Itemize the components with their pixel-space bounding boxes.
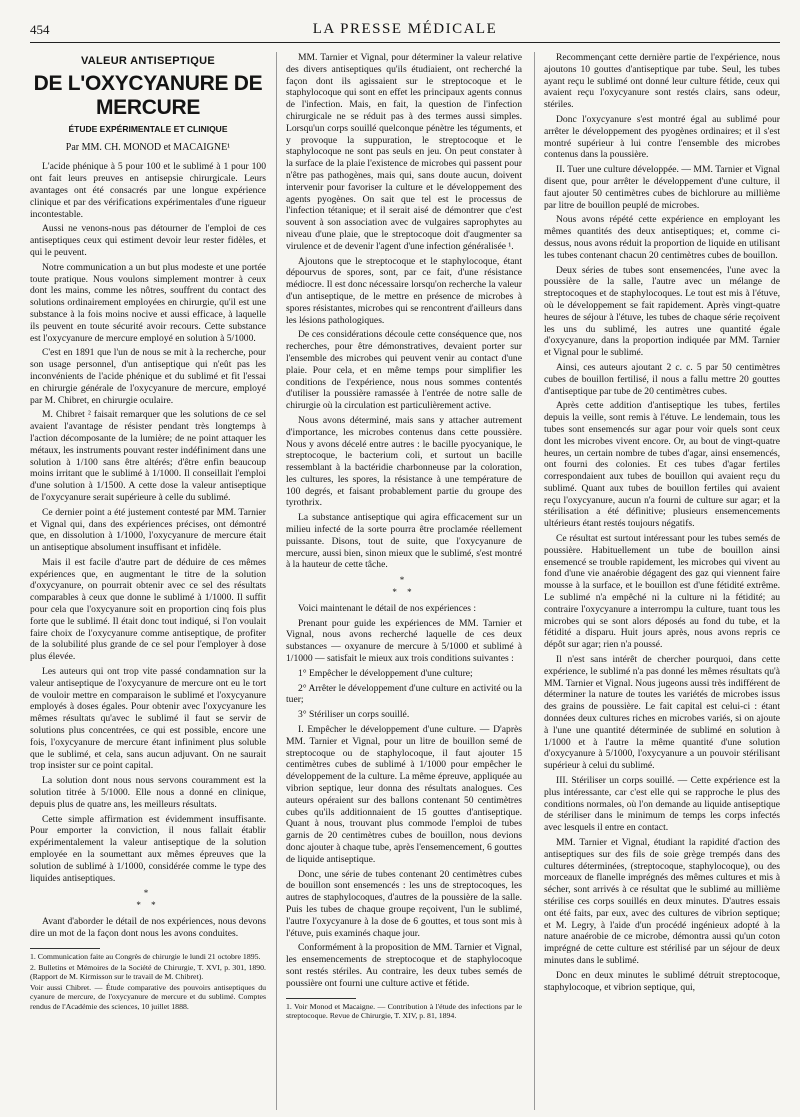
paragraph: M. Chibret ² faisait remarquer que les solutions de ce sel avaient l'avantage de résister pendant très longtemps à l'action décomposante de la lumière; de ne point attaquer les métaux, les instruments pouvant rester indéfiniment dans une solution à 1/100 sans être altérés; d'être enfin beaucoup moins irritant que le sublimé à 1/1000. Il conseillait l'emploi d'une solution à 1/1500. A cette dose la valeur antiseptique de l'oxycyanure serait supérieure à celle du sublimé. xyxy=(30,409,266,503)
paragraph: Il n'est sans intérêt de chercher pourquoi, dans cette expérience, le sublimé n'a pas donné les mêmes résultats qu'à MM. Tarnier et Vignal. Nous jugeons aussi très indifférent de déterminer la nature de toutes les variétés de microbes issus des grains de poussière. Le fait capital est celui-ci : étant données deux cultures riches en microbes variés, si on ajoute à l'une une quantité déterminée de sublimé en solution à 1/1000 et à l'autre la même quantité d'une solution d'oxycyanure à 5/1000, l'oxycyanure a un pouvoir stérilisant supérieur à celui du sublimé. xyxy=(544,654,780,772)
article-byline: Par MM. CH. MONOD et MACAIGNE¹ xyxy=(65,141,231,153)
footnote: 1. Communication faite au Congrès de chirurgie le lundi 21 octobre 1895. xyxy=(30,951,261,961)
article-body xyxy=(30,52,780,1110)
paragraph: De ces considérations découle cette conséquence que, nos recherches, pour être démonstratives, devaient porter sur l'ensemble des microbes qui peuvent venir au contact d'une plaie. Pour cela, et en même temps pour simplifier les conditions de l'expérience, nous nous sommes contentés d'utiliser la poussière ramassée à l'entrée de notre salle de chirurgie où la circulation est particulièrement active. xyxy=(286,329,522,412)
paragraph: Nous avons répété cette expérience en employant les mêmes quantités des deux antiseptiques; et, comme ci-dessus, nous avons réduit la proportion de liquide en utilisant les tubes contenant chacun 20 centimètres cubes de bouillon. xyxy=(544,214,780,261)
list-item: 2° Arrêter le développement d'une culture en activité ou la tuer; xyxy=(286,682,522,706)
footnote: 2. Bulletins et Mémoires de la Société de Chirurgie, T. XVI, p. 301, 1890. (Rapport de M. Kirmisson sur le travail de M. Chibret). xyxy=(30,962,266,981)
paragraph: Aussi ne venons-nous pas détourner de l'emploi de ces antiseptiques ceux qui estiment devoir leur rester fidèles, et qui le peuvent. xyxy=(30,223,266,258)
paragraph: Après cette addition d'antiseptique les tubes, fertiles depuis la veille, sont remis à l'étuve. Le lendemain, tous les tubes sont ensemencés sur agar pour voir quels sont ceux dont les microbes vivent encore. Or, au bout de vingt-quatre heures, un certain nombre de tubes d'agar, ainsi ensemencés, ont fourni des colonies. Et ces tubes d'agar fertiles correspondaient aux tubes de bouillon qui avaient reçu du sublimé. Quant aux tubes de bouillon fertiles qui avaient reçu l'oxycyanure, aucun n'a fourni de culture sur agar; et la stérilisation a été définitive; plusieurs ensemencements ultérieurs étant restés toujours négatifs. xyxy=(544,400,780,530)
paragraph: I. Empêcher le développement d'une culture. — D'après MM. Tarnier et Vignal, pour un litre de bouillon semé de streptocoque ou de staphylocoque, il faut ajouter 15 centimètres cubes de sublimé à 1/1000 pour empêcher le développement de la culture. La même épreuve, appliquée au vibrion septique, leur donna des résultats analogues. Ces auteurs opéraient sur des ballons contenant 50 centimètres cubes qu'ils additionnaient de 15 gouttes d'antiseptique. Quant à nous, trouvant plus commode l'emploi de tubes garnis de 20 centimètres cubes de bouillon, nous devions donc ajouter à chaque tube, après l'ensemencement, 6 gouttes de liquide antiseptique. xyxy=(286,724,522,865)
paragraph: Conformément à la proposition de MM. Tarnier et Vignal, les ensemencements de streptocoque et de staphylocoque sont restés stériles. Au contraire, les deux tubes semés de poussière ont fourni une culture active et fétide. xyxy=(286,942,522,989)
list-item: 1° Empêcher le développement d'une culture; xyxy=(298,667,473,679)
footnote: Voir aussi Chibret. — Étude comparative des pouvoirs antiseptiques du cyanure de mercure, de l'oxycyanure de mercure et du sublimé. Comptes rendus de l'Académie des sciences, 10 juillet 1888. xyxy=(30,983,266,1011)
paragraph: Donc l'oxycyanure s'est montré égal au sublimé pour arrêter le développement des pyogènes ordinaires; et il s'est montré supérieur à lui contre l'ensemble des microbes contenus dans la poussière. xyxy=(544,113,780,161)
paragraph: Les auteurs qui ont trop vite passé condamnation sur la valeur antiseptique de l'oxycyanure de mercure ont eu le tort de vouloir mettre en comparaison le sublimé et l'oxycyanure employés à doses égales. Pour obtenir avec l'oxycyanure les mêmes résultats qu'avec le sublimé il faut se servir de solutions plus concentrées, ce qui est possible, encore une fois, l'oxycyanure de mercure étant infiniment plus soluble que le sublimé, et cela, sans aucun adjuvant. On ne saurait trop insister sur ce point capital. xyxy=(30,666,266,772)
paragraph: La solution dont nous nous servons couramment est la solution titrée à 5/1000. Elle nous a donné en clinique, depuis plus de quatre ans, les meilleurs résultats. xyxy=(30,775,266,810)
footnote-rule xyxy=(30,948,100,949)
paragraph: Mais il est facile d'autre part de déduire de ces mêmes expériences que, en augmentant le titre de la solution d'oxycyanure, on pourrait obtenir avec ce sel des résultats comparables à ceux que donne le sublimé à 1/1000. Il suffit pour cela que l'oxycyanure soit en proportion cinq fois plus forte que le sublimé. Il était donc tout indiqué, si l'on voulait faire choix de l'oxycyanure comme antiseptique, de profiter de la solubilité plus grande de ce sel pour l'employer à dose plus élevée. xyxy=(30,556,266,663)
article-title: DE L'OXYCYANURE DE MERCURE xyxy=(33,71,263,119)
column-2 xyxy=(286,52,522,1110)
paragraph: MM. Tarnier et Vignal, étudiant la rapidité d'action des antiseptiques sur des fils de soie grège trempés dans des cultures déterminées, (streptocoque, staphylocoque), ou des morceaux de flanelle imprégnés des mêmes cultures et mis à sécher, sont arrivés à ce résultat que le sublimé au millième stérilise ces corps souillés en deux minutes. D'autres essais ont été faits, par eux, avec des cultures de vibrion septique; et M. Legry, à l'aide d'un procédé ingénieux adopté à la nature anaérobie de ce microbe, démontra aussi qu'un coton imprégné de cette culture est stérilisé par un séjour de deux minutes dans le sublimé. xyxy=(544,837,780,966)
paragraph: Recommençant cette dernière partie de l'expérience, nous ajoutons 10 gouttes d'antiseptique par tube. Seul, les tubes ayant reçu le sublimé ont donné leur culture fétide, ceux qui avaient reçu l'oxycyanure sont restés clairs, sans odeur, stériles. xyxy=(544,52,780,111)
paragraph: Ajoutons que le streptocoque et le staphylocoque, étant dépourvus de spores, sont, par ce fait, d'une résistance médiocre. Il est donc nécessaire lorsqu'on recherche la valeur d'un antiseptique, de le mettre en présence de microbes à spores résistantes, microbes qui se rencontrent d'ailleurs dans les lésions pathologiques. xyxy=(286,255,522,326)
paragraph: II. Tuer une culture développée. — MM. Tarnier et Vignal disent que, pour arrêter le développement d'une culture, il faut ajouter 50 centimètres cubes de bichlorure au millième par litre de bouillon peuplé de microbes. xyxy=(544,164,780,211)
paragraph: III. Stériliser un corps souillé. — Cette expérience est la plus intéressante, car c'est elle qui se rapproche le plus des conditions normales, où l'on demande au liquide antiseptique de stériliser dans le minimum de temps les corps infectés avec lesquels il entre en contact. xyxy=(544,775,780,834)
paragraph: Ainsi, ces auteurs ajoutant 2 c. c. 5 par 50 centimètres cubes de bouillon fertilisé, il nous a fallu mettre 20 gouttes d'antiseptique par tube de 20 centimètres cubes. xyxy=(544,361,780,397)
column-divider xyxy=(534,52,535,1110)
page-header xyxy=(30,18,780,48)
section-ornament: * * * xyxy=(136,888,160,911)
paragraph: Voici maintenant le détail de nos expériences : xyxy=(298,602,477,614)
column-divider xyxy=(276,52,277,1110)
paragraph: MM. Tarnier et Vignal, pour déterminer la valeur relative des divers antiseptiques qu'ils étudiaient, ont recherché la façon dont ils agissaient sur le streptocoque et le staphylocoque qui sont en effet les principaux agents connus de l'infection. Mais, en fait, la question de l'infection chirurgicale ne se réduit pas à des termes aussi simples. Lorsqu'un corps souillé quelconque pénètre les téguments, et y provoque la suppuration, le streptocoque et le staphylocoque ne sont pas seuls en jeu. On peut constater à la surface de la plaie l'existence de microbes qui passent pour n'être pas pathogènes, mais qui, sans doute aucun, doivent intervenir pour favoriser la culture et le développement des agents pyogènes. On sait que tel est le processus de l'infection tétanique; et il serait aisé de démontrer que c'est souvent à son association avec de vulgaires saprophytes au niveau d'une plaie, que le streptocoque doit d'augmenter sa virulence et de devenir l'agent d'une infection généralisée ¹. xyxy=(286,52,522,252)
running-title: LA PRESSE MÉDICALE xyxy=(312,21,498,37)
paragraph: Donc, une série de tubes contenant 20 centimètres cubes de bouillon sont ensemencés : les uns de streptocoques, les autres de staphylocoques, d'autres de la poussière de la salle. Puis les tubes de chaque groupe reçoivent, l'un le sublimé, l'autre l'oxycyanure à la dose de 6 gouttes, et tous sont mis à l'étuve, puis examinés chaque jour. xyxy=(286,868,522,939)
paragraph: Avant d'aborder le détail de nos expériences, nous devons dire un mot de la façon dont nous les avons conduites. xyxy=(30,916,266,939)
paragraph: Deux séries de tubes sont ensemencées, l'une avec la poussière de la salle, l'autre avec un mélange de streptocoques et de staphylocoques. Le tout est mis à l'étuve, où le développement se fait rapidement. Après vingt-quatre heures de séjour à l'étuve, les tubes de chaque série reçoivent les uns du sublimé, les autres une quantité égale d'oxycyanure, dans la proportion indiquée par MM. Tarnier et Vignal pour le sublimé. xyxy=(544,264,780,359)
article-kicker: VALEUR ANTISEPTIQUE xyxy=(80,55,216,67)
paragraph: L'acide phénique à 5 pour 100 et le sublimé à 1 pour 100 ont fait leurs preuves en antisepsie chirurgicale. Leurs avantages ont été consacrés par une longue expérience clinique et par des vérifications expérimentales d'une rigueur incontestable. xyxy=(30,161,266,220)
footnote-rule xyxy=(286,998,356,999)
paragraph: La substance antiseptique qui agira efficacement sur un milieu infecté de la sorte pourra être proclamée réellement puissante. Disons, tout de suite, que l'oxycyanure de mercure, aussi bien, sinon mieux que le sublimé, s'est montré à la hauteur de cette tâche. xyxy=(286,512,522,571)
paragraph: Cette simple affirmation est évidemment insuffisante. Pour emporter la conviction, il nous fallait établir expérimentalement la valeur antiseptique de la solution employée en la soumettant aux mêmes épreuves que la solution de sublimé à 1/1000, considérée comme le type des liquides antiseptiques. xyxy=(30,813,266,884)
list-item: 3° Stériliser un corps souillé. xyxy=(298,709,410,721)
journal-page xyxy=(30,18,780,1110)
article-subtitle: ÉTUDE EXPÉRIMENTALE ET CLINIQUE xyxy=(68,123,228,134)
column-1 xyxy=(30,52,266,1110)
paragraph: Ce dernier point a été justement contesté par MM. Tarnier et Vignal qui, dans des expériences précises, ont démontré que, en dissolution à 1/1000, l'oxycyanure de mercure était un antiseptique absolument insuffisant et infidèle. xyxy=(30,506,266,554)
paragraph: Notre communication a un but plus modeste et une portée toute pratique. Nous voulons simplement montrer à ceux dont les mains, comme les nôtres, souffrent du contact des solutions ordinairement employées en chirurgie, qu'il est une substance à la fois moins nocive et aussi efficace, à laquelle ils peuvent en toute sécurité avoir recours. Cette substance est l'oxycyanure de mercure employé en solution à 5/1000. xyxy=(30,261,266,344)
paragraph: Ce résultat est surtout intéressant pour les tubes semés de poussière. Habituellement un tube de bouillon ainsi ensemencé se trouble rapidement, les microbes qui vivent au fond d'une vie anaérobie dégagent des gaz qui viennent faire mousse à la surface, et le bouillon est d'une fétidité extrême. Le sublimé n'a empêché ni la culture ni la fétidité; au contraire l'oxycyanure a interrompu la culture, tuant tous les microbes qui se sont alors déposés au fond du tube, et la fétidité a disparu. Huit jours après, nous avons repris ce dépôt sur agar; rien n'a poussé. xyxy=(544,533,780,651)
paragraph: Donc en deux minutes le sublimé détruit streptocoque, staphylocoque, et vibrion septique, qui, xyxy=(544,969,780,993)
footnote: 1. Voir Monod et Macaigne. — Contribution à l'étude des infections par le streptocoque. Revue de Chirurgie, T. XIV, p. 81, 1894. xyxy=(286,1001,522,1020)
page-number: 454 xyxy=(30,22,50,37)
paragraph: Nous avons déterminé, mais sans y attacher autrement d'importance, les microbes contenus dans cette poussière. Nous y avons décelé entre autres : le bacille pyocyanique, le streptocoque, le bacterium coli, et surtout un bacille ressemblant à la bactéridie charbonneuse par la coloration, les cultures, les spores, la résistance à une température de 100 degrés, et faisant probablement partie du groupe des tyrothrix. xyxy=(286,414,522,509)
header-rule xyxy=(30,42,780,43)
column-3 xyxy=(544,52,780,1110)
section-ornament: * * * xyxy=(392,575,416,598)
paragraph: Prenant pour guide les expériences de MM. Tarnier et Vignal, nous avons recherché laquelle de ces deux substances — oxyanure de mercure à 5/1000 et sublimé à 1/1000 — satisfait le mieux aux trois conditions suivantes : xyxy=(286,617,522,665)
paragraph: C'est en 1891 que l'un de nous se mit à la recherche, pour son usage personnel, d'un antiseptique qui n'eût pas les inconvénients de l'acide phénique et du sublimé et fit l'essai en chirurgie générale de l'oxycyanure de mercure, employé par M. Chibret, en chirurgie oculaire. xyxy=(30,347,266,406)
